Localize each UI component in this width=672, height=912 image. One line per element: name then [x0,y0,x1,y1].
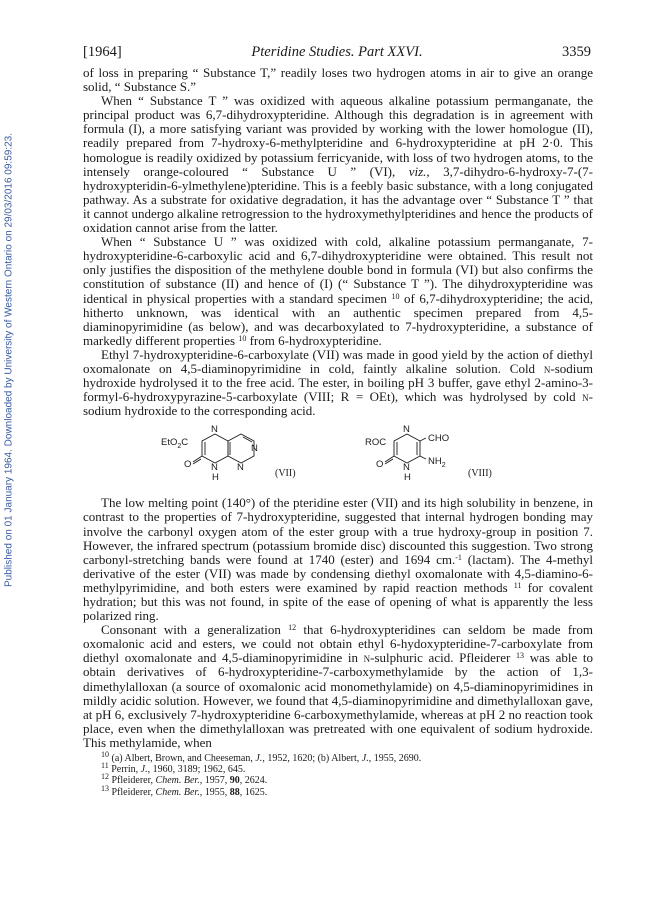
formyl-group-viii: CHO [428,433,450,445]
amino-bond-viii [420,456,426,459]
normal-prefix: n [582,389,589,405]
paragraph-2: When “ Substance T ” was oxidized with aqueous alkaline potassium permanganate, the principal product was 6,7-dihydroxypteridine. Although this degradation is in agreement with formula (I), a more satisfying variant was provided by working with the lower homologue (II), readily prepared from 7-hydroxy-6-methylpteridine and 6-hydroxypteridine at pH 2·0. This homologue is readily oxidized by potassium ferricyanide, with loss of two hydrogen atoms, to the intensely orange-coloured “ Substance U ” (VI), viz., 3,7-dihydro-6-hydroxy-7-(7-hydroxypteridin-6-ylmethylene)pteridine. This is a feebly basic substance, with a long conjugated pathway. As a substrate for oxidative degradation, it has the advantage over “ Substance T ” that it cannot undergo alkaline retrogression to the hydroxymethylpteridines and hence the products of oxidation cannot arise from the latter. [83,93,593,236]
ring-n-top-vii: N [211,424,218,436]
download-watermark-text: Published on 01 January 1964. Downloaded by University of Western Ontario on 29/03/2016 09:59:23. [3,133,15,587]
formula-figure [83,422,593,490]
ref-10: 10 [391,291,400,301]
ring-n-bottom-vii: N [237,462,244,474]
oxygen-viii: O [376,459,384,471]
ring-n-top-viii: N [403,424,410,436]
formula-label-vii: (VII) [275,468,296,480]
viz-abbrev: viz., [408,163,430,179]
normal-prefix: n [363,650,371,666]
ring-n-h-vii: N [211,462,218,474]
paragraph-4: Ethyl 7-hydroxypteridine-6-carboxylate (VII) was made in good yield by the action of diethyl oxomalonate on 4,5-diaminopyrimidine in cold, faintly alkaline solution. Cold n-sodium hydroxide hydrolysed it to the free acid. The ester, in boiling pH 3 buffer, gave ethyl 2-amino-3-formyl-6-hydroxypyrazine-5-carboxylate (VIII; R = OEt), which was hydrolysed by cold n-sodium hydroxide to the corresponding acid. [83,346,593,419]
running-title: Pteridine Studies. Part XXVI. [251,44,423,60]
pyrazinone-ring-vii [202,434,228,463]
pyrazinone-ring-viii [394,434,420,463]
footnote-10: $^{10}$ (a) Albert, Brown, and Cheeseman, J., 1952, 1620; (b) Albert, J., 1955, 2690. [101,750,422,765]
download-watermark [2,120,16,600]
formula-vii [193,434,254,464]
normal-prefix: n [543,360,551,376]
ref-13: 13 [516,651,525,661]
page-number: 3359 [562,44,591,60]
footnote-12: $^{12}$ Pfleiderer, Chem. Ber., 1957, 90, 2624. [101,772,268,787]
article-body [83,66,593,798]
amino-group-viii: $NH_2$ [428,456,446,470]
formula-label-viii: (VIII) [468,468,492,480]
hydrogen-vii: H [212,472,219,484]
footnote-11: $^{11}$ Perrin, J., 1960, 3189; 1962, 645. [101,761,246,776]
paragraph-5: The low melting point (140°) of the pteridine ester (VII) and its high solubility in benzene, in contrast to the properties of 7-hydroxypteridine, suggested that internal hydrogen bonding may involve the carbonyl oxygen atom of the ester group with a true hydroxy-group in position 7. However, the infrared spectrum (potassium bromide disc) discounted this suggestion. Two strong carbonyl-stretching bands were found at 1740 (ester) and 1694 cm.$^{-1}$ (lactam). The 4-methyl derivative of the ester (VII) was made by condensing diethyl oxomalonate with 4,5-diamino-6-methylpyrimidine, and both esters were examined by rapid reaction methods $^{11}$ for covalent hydration; but this was not found, in spite of the ease of opening of what is apparently the less polarized ring. [83,495,593,624]
page-header [83,44,591,62]
ref-12: 12 [288,623,297,633]
wavenumber-exponent: -1 [455,552,462,562]
formyl-bond-viii [420,438,426,441]
ref-11: 11 [513,580,522,590]
acyl-group-viii: ROC [365,437,387,449]
footnotes [83,750,593,798]
ring-n-h-viii: N [403,462,410,474]
oxygen-vii: O [184,459,192,471]
paragraph-3: When “ Substance U ” was oxidized with cold, alkaline potassium permanganate, 7-hydroxypteridine-6-carboxylic acid and 6,7-dihydroxypteridine were obtained. This result not only justifies the disposition of the methylene double bond in formula (VI) but also confirms the constitution of substance (II) and hence of (I) (“ Substance T ”). The dihydroxypteridine was identical in physical properties with a standard specimen $^{10}$ of 6,7-dihydroxypteridine; the acid, hitherto unknown, was identical with an authentic specimen prepared from 4,5-diaminopyrimidine (as below), and was decarboxylated to 7-hydroxypteridine, a substance of markedly different properties $^{10}$ from 6-hydroxypteridine. [83,234,594,348]
ester-group-vii: EtO$_2$C [161,437,189,451]
ring-n-right-vii: N [251,443,258,455]
ref-10: 10 [238,333,247,343]
footnote-13: $^{13}$ Pfleiderer, Chem. Ber., 1955, 88, 1625. [101,783,268,798]
header-year: [1964] [83,44,122,60]
hydrogen-viii: H [404,472,411,484]
paragraph-6: Consonant with a generalization $^{12}$ that 6-hydroxypteridines can seldom be made from oxomalonic acid and esters, we could not obtain ethyl 6-hydoxypteridine-7-carboxylate from diethyl oxomalonate and 4,5-diaminopyrimidine in n-sulphuric acid. Pfleiderer $^{13}$ was able to obtain derivatives of 6-hydroxypteridine-7-carboxymethylamide by the action of 1,3-dimethylalloxan (a source of oxomalonic acid monomethylamide) on 4,5-diaminopyrimidines in mildly acidic solution. However, we found that 4,5-diaminopyrimidine and dimethylalloxan gave, at pH 6, exclusively 7-hydroxypteridine 6-carboxymethylamide, whereas at pH 2 no reaction took place, even when the dimethylalloxan was pretreated with one equivalent of sodium hydroxide. This methylamide, when [83,622,593,750]
paragraph-1: of loss in preparing “ Substance T,” readily loses two hydrogen atoms in air to give an orange solid, “ Substance S.” [83,65,593,95]
structural-formulas [83,422,593,490]
formula-viii [385,434,426,464]
